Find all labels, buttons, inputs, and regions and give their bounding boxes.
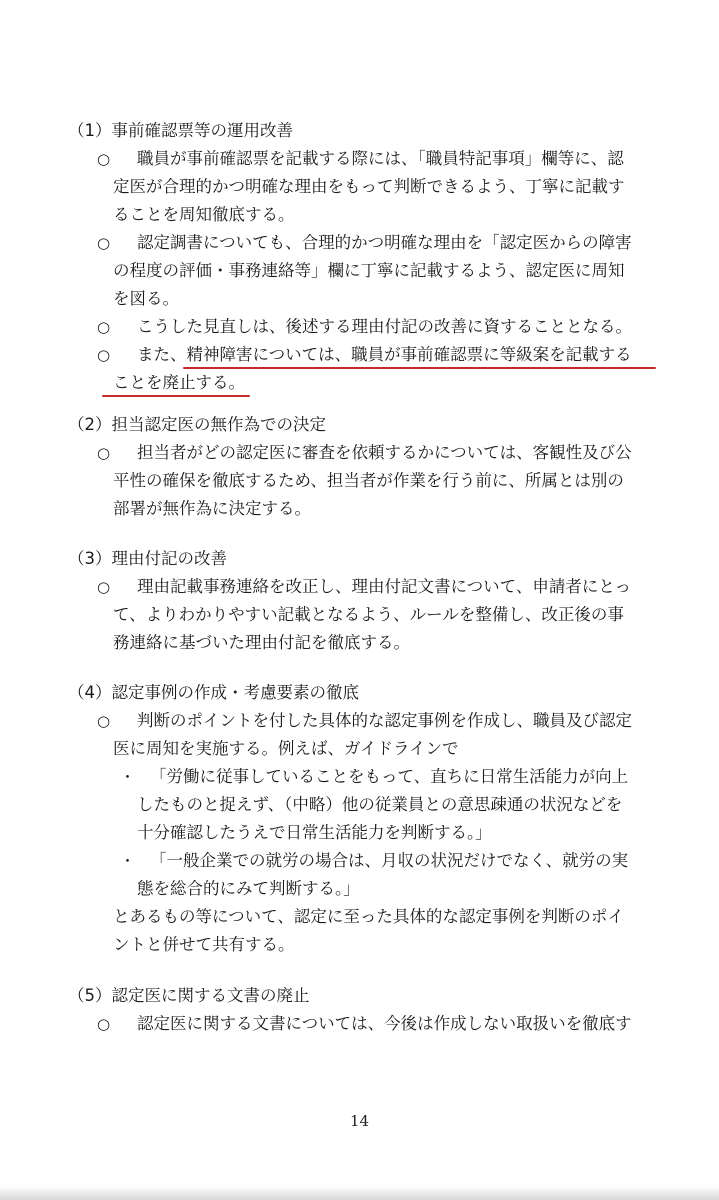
section-1-item-2-line-3: を図る。 <box>113 289 179 308</box>
section-1-item-2-line-1: 認定調書についても、合理的かつ明確な理由を「認定医からの障害 <box>137 233 632 252</box>
section-4-quote-2-dot: ・ <box>120 852 136 870</box>
section-5-heading: （5）認定医に関する文書の廃止 <box>68 986 310 1005</box>
section-4-quote-1-line-1: 「労働に従事していることをもって、直ちに日常生活能力が向上 <box>150 767 629 786</box>
section-2-item-1-line-1: 担当者がどの認定医に審査を依頼するかについては、客観性及び公 <box>137 443 632 462</box>
section-3-heading: （3）理由付記の改善 <box>68 549 227 568</box>
section-3-item-1-line-2: て、よりわかりやすい記載となるよう、ルールを整備し、改正後の事 <box>113 605 624 624</box>
section-1-item-3-line-1: こうした見直しは、後述する理由付記の改善に資することとなる。 <box>137 317 632 336</box>
section-4-closing-line-2: ントと併せて共有する。 <box>113 935 295 954</box>
section-1-item-2-line-2: の程度の評価・事務連絡等」欄に丁寧に記載するよう、認定医に周知 <box>113 261 625 280</box>
section-2-item-1-line-3: 部署が無作為に決定する。 <box>113 499 311 518</box>
section-3-item-1-line-3: 務連絡に基づいた理由付記を徹底する。 <box>113 633 410 652</box>
highlight-underline-2 <box>102 395 250 397</box>
section-4-quote-1-line-2: したものと捉えず、（中略）他の従業員との意思疎通の状況などを <box>137 795 623 814</box>
section-1-item-1-line-1: 職員が事前確認票を記載する際には、「職員特記事項」欄等に、認 <box>137 149 624 168</box>
section-4-item-1-bullet: ○ <box>97 712 111 730</box>
section-1-item-1-bullet: ○ <box>97 150 111 168</box>
highlight-underline-1 <box>183 367 656 369</box>
section-4-quote-1-line-3: 十分確認したうえで日常生活能力を判断する。」 <box>137 823 492 842</box>
section-4-closing-line-1: とあるもの等について、認定に至った具体的な認定事例を判断のポイ <box>113 907 624 926</box>
page-number: 14 <box>349 1112 370 1130</box>
section-4-quote-2-line-1: 「一般企業での就労の場合は、月収の状況だけでなく、就労の実 <box>150 851 629 870</box>
section-2-item-1-line-2: 平性の確保を徹底するため、担当者が作業を行う前に、所属とは別の <box>113 471 624 490</box>
section-5-item-1-line-1: 認定医に関する文書については、今後は作成しない取扱いを徹底す <box>137 1014 632 1033</box>
section-1-item-4-line-1: また、精神障害については、職員が事前確認票に等級案を記載する <box>137 345 632 364</box>
section-4-quote-1-dot: ・ <box>120 768 136 786</box>
section-1-item-3-bullet: ○ <box>97 318 111 336</box>
section-4-item-1-line-2: 医に周知を実施する。例えば、ガイドラインで <box>113 739 459 758</box>
section-1-item-4-bullet: ○ <box>97 346 111 364</box>
page-edge-shadow <box>0 1186 719 1200</box>
section-1-item-2-bullet: ○ <box>97 234 111 252</box>
section-4-quote-2-line-2: 態を総合的にみて判断する。」 <box>137 879 360 898</box>
section-1-item-1-line-3: ることを周知徹底する。 <box>113 205 295 224</box>
section-1-item-1-line-2: 定医が合理的かつ明確な理由をもって判断できるよう、丁寧に記載す <box>113 177 625 196</box>
section-3-item-1-line-1: 理由記載事務連絡を改正し、理由付記文書について、申請者にとっ <box>137 577 632 596</box>
section-4-heading: （4）認定事例の作成・考慮要素の徹底 <box>68 683 359 702</box>
section-1-heading: （1）事前確認票等の運用改善 <box>68 121 293 140</box>
section-2-item-1-bullet: ○ <box>97 444 111 462</box>
section-3-item-1-bullet: ○ <box>97 578 111 596</box>
section-4-item-1-line-1: 判断のポイントを付した具体的な認定事例を作成し、職員及び認定 <box>137 711 632 730</box>
section-1-item-4-line-2: ことを廃止する。 <box>113 373 245 392</box>
section-5-item-1-bullet: ○ <box>97 1015 111 1033</box>
section-2-heading: （2）担当認定医の無作為での決定 <box>68 415 326 434</box>
